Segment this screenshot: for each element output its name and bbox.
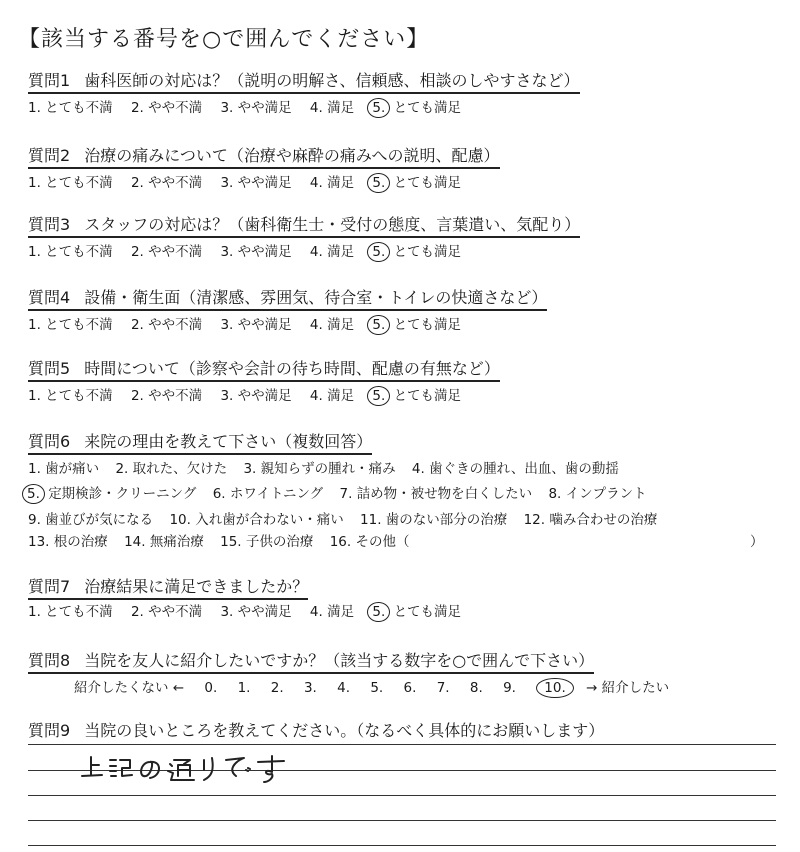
- option[interactable]: 8. インプラント: [548, 486, 647, 502]
- answer-line: [28, 795, 776, 796]
- option[interactable]: 1. とても不満: [28, 244, 113, 260]
- selected-option-label: とても満足: [393, 388, 462, 404]
- question-text: 当院の良いところを教えてください。（なるべく具体的にお願いします）: [84, 721, 605, 740]
- selected-option-circle[interactable]: 5.: [22, 484, 45, 504]
- option[interactable]: 3. やや満足: [220, 317, 292, 333]
- question-3-options: [28, 240, 461, 262]
- option[interactable]: 3. やや満足: [220, 100, 292, 116]
- option[interactable]: 4. 歯ぐきの腫れ、出血、歯の動揺: [411, 461, 619, 477]
- question-number: 質問7: [28, 577, 71, 596]
- option[interactable]: 1. とても不満: [28, 100, 113, 116]
- option[interactable]: 2. 取れた、欠けた: [115, 461, 228, 477]
- selected-option-circle[interactable]: 5.: [367, 98, 390, 118]
- answer-line: [28, 744, 776, 745]
- selected-scale-circle[interactable]: 10.: [536, 678, 573, 698]
- question-6-options-row-3: [28, 508, 669, 528]
- question-text: 治療の痛みについて（治療や麻酔の痛みへの説明、配慮）: [84, 146, 500, 165]
- question-8-scale: [74, 676, 669, 698]
- question-number: 質問5: [28, 359, 71, 378]
- option[interactable]: 2. やや不満: [130, 604, 203, 620]
- option[interactable]: 4. 満足: [309, 317, 355, 333]
- selected-option-circle[interactable]: 5.: [367, 315, 390, 335]
- scale-left-label: 紹介したくない ←: [74, 680, 185, 696]
- option[interactable]: 9. 歯並びが気になる: [28, 512, 154, 528]
- option[interactable]: 10. 入れ歯が合わない・痛い: [169, 512, 344, 528]
- question-8-heading: [28, 648, 594, 674]
- question-1-options: [28, 96, 461, 118]
- option[interactable]: 3. やや満足: [220, 244, 292, 260]
- question-number: 質問2: [28, 146, 71, 165]
- scale-value[interactable]: 7.: [436, 680, 450, 696]
- option[interactable]: 3. やや満足: [220, 388, 292, 404]
- question-text: スタッフの対応は？（歯科衛生士・受付の態度、言葉遣い、気配り）: [84, 215, 581, 234]
- selected-option-label: とても満足: [393, 100, 462, 116]
- option[interactable]: 12. 噛み合わせの治療: [523, 512, 658, 528]
- question-3-heading: [28, 212, 580, 238]
- answer-line: [28, 820, 776, 821]
- question-6-options-row-4: [28, 530, 421, 550]
- option[interactable]: 1. とても不満: [28, 388, 113, 404]
- question-number: 質問4: [28, 288, 71, 307]
- scale-value[interactable]: 3.: [303, 680, 317, 696]
- other-close-paren: ）: [750, 534, 764, 550]
- selected-option-circle[interactable]: 5.: [367, 173, 390, 193]
- question-4-heading: [28, 285, 547, 311]
- option[interactable]: 4. 満足: [309, 175, 355, 191]
- question-4-options: [28, 313, 461, 335]
- scale-value[interactable]: 4.: [337, 680, 351, 696]
- option[interactable]: 1. とても不満: [28, 604, 113, 620]
- answer-line: [28, 845, 776, 846]
- selected-option-label: とても満足: [393, 604, 462, 620]
- option[interactable]: 15. 子供の治療: [220, 534, 314, 550]
- option[interactable]: 11. 歯のない部分の治療: [360, 512, 508, 528]
- option[interactable]: 7. 詰め物・被せ物を白くしたい: [339, 486, 533, 502]
- option[interactable]: 2. やや不満: [130, 100, 203, 116]
- option[interactable]: 2. やや不満: [130, 175, 203, 191]
- option[interactable]: 3. 親知らずの腫れ・痛み: [243, 461, 396, 477]
- selected-option-label: とても満足: [393, 317, 462, 333]
- option[interactable]: 14. 無痛治療: [124, 534, 204, 550]
- scale-right-label: → 紹介したい: [586, 680, 670, 696]
- option[interactable]: 4. 満足: [309, 388, 355, 404]
- selected-option-circle[interactable]: 5.: [367, 242, 390, 262]
- scale-value[interactable]: 0.: [204, 680, 218, 696]
- question-9-heading: [28, 718, 604, 741]
- question-text: 歯科医師の対応は？（説明の明解さ、信頼感、相談のしやすさなど）: [84, 71, 580, 90]
- question-5-heading: [28, 356, 500, 382]
- scale-value[interactable]: 5.: [370, 680, 384, 696]
- selected-option-label: 定期検診・クリーニング: [48, 486, 197, 502]
- option[interactable]: 4. 満足: [309, 604, 355, 620]
- scale-value[interactable]: 2.: [270, 680, 284, 696]
- question-7-options: [28, 600, 461, 622]
- question-number: 質問3: [28, 215, 71, 234]
- question-text: 治療結果に満足できましたか？: [84, 577, 309, 596]
- option[interactable]: 2. やや不満: [130, 244, 203, 260]
- question-5-options: [28, 384, 461, 406]
- option[interactable]: 3. やや満足: [220, 175, 292, 191]
- scale-value[interactable]: 8.: [469, 680, 483, 696]
- question-number: 質問6: [28, 432, 71, 451]
- option[interactable]: 4. 満足: [309, 100, 355, 116]
- option[interactable]: 2. やや不満: [130, 388, 203, 404]
- scale-value[interactable]: 9.: [503, 680, 516, 696]
- question-number: 質問1: [28, 71, 71, 90]
- question-2-options: [28, 171, 461, 193]
- question-number: 質問9: [28, 721, 71, 740]
- selected-option-circle[interactable]: 5.: [367, 602, 390, 622]
- option[interactable]: 4. 満足: [309, 244, 355, 260]
- question-text: 当院を友人に紹介したいですか？（該当する数字を○で囲んで下さい）: [84, 651, 595, 670]
- option[interactable]: 2. やや不満: [130, 317, 203, 333]
- question-6-options-row-1: [28, 457, 631, 477]
- page-title: 【該当する番号を○で囲んでください】: [18, 27, 430, 52]
- question-1-heading: [28, 68, 580, 94]
- option[interactable]: 13. 根の治療: [28, 534, 108, 550]
- question-text: 来院の理由を教えて下さい（複数回答）: [84, 432, 373, 451]
- handwritten-answer: [78, 748, 298, 784]
- question-text: 時間について（診察や会計の待ち時間、配慮の有無など）: [84, 359, 500, 378]
- question-2-heading: [28, 143, 500, 169]
- selected-option-label: とても満足: [393, 244, 462, 260]
- question-number: 質問8: [28, 651, 71, 670]
- question-7-heading: [28, 574, 308, 600]
- option[interactable]: 1. 歯が痛い: [28, 461, 100, 477]
- option-other[interactable]: 16. その他（: [329, 534, 410, 550]
- option[interactable]: 1. とても不満: [28, 175, 113, 191]
- option[interactable]: 3. やや満足: [220, 604, 292, 620]
- selected-option-circle[interactable]: 5.: [367, 386, 390, 406]
- scale-value[interactable]: 1.: [237, 680, 251, 696]
- option[interactable]: 6. ホワイトニング: [212, 486, 324, 502]
- option[interactable]: 1. とても不満: [28, 317, 113, 333]
- question-6-options-row-2: [22, 482, 659, 504]
- question-6-heading: [28, 429, 372, 455]
- question-text: 設備・衛生面（清潔感、雰囲気、待合室・トイレの快適さなど）: [84, 288, 548, 307]
- scale-value[interactable]: 6.: [403, 680, 417, 696]
- selected-option-label: とても満足: [393, 175, 462, 191]
